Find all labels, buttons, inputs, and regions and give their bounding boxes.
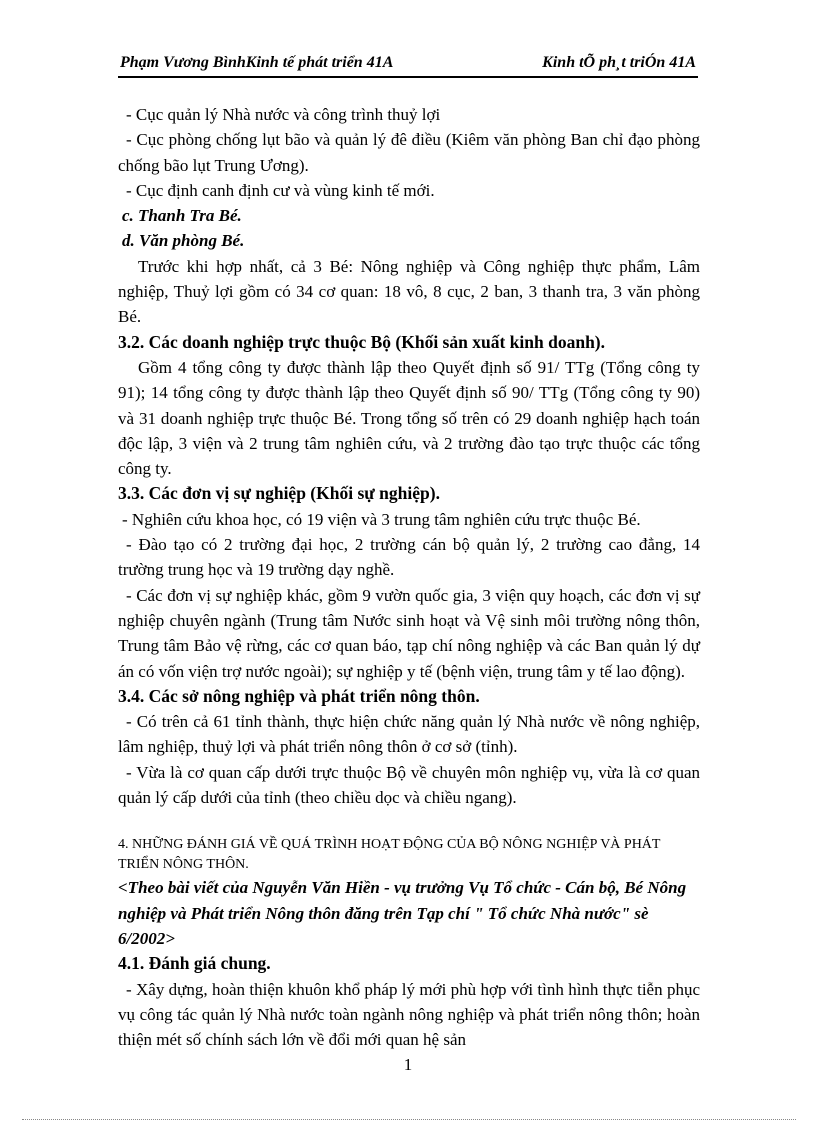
list-item: - Cục phòng chống lụt bão và quản lý đê điều (Kiêm văn phòng Ban chỉ đạo phòng chống bão lụt Trung Ương).: [118, 130, 700, 175]
header-left-text: Phạm Vương BìnhKinh tế phát triển 41A: [120, 54, 394, 71]
page-number: 1: [403, 1055, 413, 1074]
list-item: - Cục định canh định cư và vùng kinh tế mới.: [126, 180, 435, 200]
list-item: - Đào tạo có 2 trường đại học, 2 trường cán bộ quản lý, 2 trường cao đẳng, 14 trường trung học và 19 trường dạy nghề.: [118, 535, 700, 580]
section-heading: 3.3. Các đơn vị sự nghiệp (Khối sự nghiệp).: [118, 483, 440, 504]
paragraph: Gồm 4 tổng công ty được thành lập theo Quyết định số 91/ TTg (Tổng công ty 91); 14 tổng công ty được thành lập theo Quyết định số 90/ TTg (Tổng công ty 90) và 31 doanh nghiệp trực thuộc Bé. Trong tổng số trên có 29 doanh nghiệp hạch toán độc lập, 3 viện và 2 trung tâm nghiên cứu, và 2 trường đào tạo trực thuộc các tổng công ty.: [118, 357, 700, 479]
header-right-text: Kinh tÕ ph¸t triÓn 41A: [542, 54, 696, 71]
page-header: [118, 50, 698, 78]
subheading: c. Thanh Tra Bé.: [122, 206, 242, 226]
list-item: - Có trên cả 61 tỉnh thành, thực hiện chức năng quản lý Nhà nước về nông nghiệp, lâm nghiệp, thuỷ lợi và phát triển nông thôn ở cơ sở (tỉnh).: [118, 712, 700, 757]
subheading: d. Văn phòng Bé.: [122, 231, 245, 251]
section-heading: 3.4. Các sở nông nghiệp và phát triển nông thôn.: [118, 685, 480, 706]
list-item: - Vừa là cơ quan cấp dưới trực thuộc Bộ về chuyên môn nghiệp vụ, vừa là cơ quan quản lý cấp dưới của tỉnh (theo chiều dọc và chiều ngang).: [118, 762, 700, 808]
list-item: - Các đơn vị sự nghiệp khác, gồm 9 vườn quốc gia, 3 viện quy hoạch, các đơn vị sự nghiệp chuyên ngành (Trung tâm Nước sinh hoạt và Vệ sinh môi trường nông thôn, Trung tâm Bảo vệ rừng, các cơ quan báo, tạp chí nông nghiệp và các Ban quản lý dự án có vốn viện trợ nước ngoài); sự nghiệp y tế (bệnh viện, trung tâm y tế lao động).: [118, 585, 700, 681]
list-item: - Nghiên cứu khoa học, có 19 viện và 3 trung tâm nghiên cứu trực thuộc Bé.: [122, 509, 641, 529]
source-citation: <Theo bài viết của Nguyễn Văn Hiền - vụ trưởng Vụ Tổ chức - Cán bộ, Bé Nông nghiệp và Phát triển Nông thôn đăng trên Tạp chí " Tổ chức Nhà nước" sè 6/2002>: [118, 878, 687, 948]
document-body: [118, 102, 700, 1052]
section-heading: 3.2. Các doanh nghiệp trực thuộc Bộ (Khối sản xuất kinh doanh).: [118, 331, 606, 352]
list-item: - Xây dựng, hoàn thiện khuôn khổ pháp lý mới phù hợp với tình hình thực tiễn phục vụ công tác quản lý Nhà nước toàn ngành nông nghiệp và phát triển nông thôn; hoàn thiện mét số chính sách lớn về đổi mới quan hệ sản: [118, 979, 700, 1050]
footer-divider: [22, 1119, 796, 1120]
chapter-heading: 4. NHỮNG ĐÁNH GIÁ VỀ QUÁ TRÌNH HOẠT ĐỘNG CỦA BỘ NÔNG NGHIỆP VÀ PHÁT TRIỂN NÔNG THÔN.: [118, 837, 661, 873]
section-heading: 4.1. Đánh giá chung.: [118, 953, 271, 974]
list-item: - Cục quản lý Nhà nước và công trình thuỷ lợi: [126, 105, 441, 124]
paragraph: Trước khi hợp nhất, cả 3 Bé: Nông nghiệp và Công nghiệp thực phẩm, Lâm nghiệp, Thuỷ lợi gồm có 34 cơ quan: 18 vô, 8 cục, 2 ban, 3 thanh tra, 3 văn phòng Bé.: [118, 256, 700, 327]
